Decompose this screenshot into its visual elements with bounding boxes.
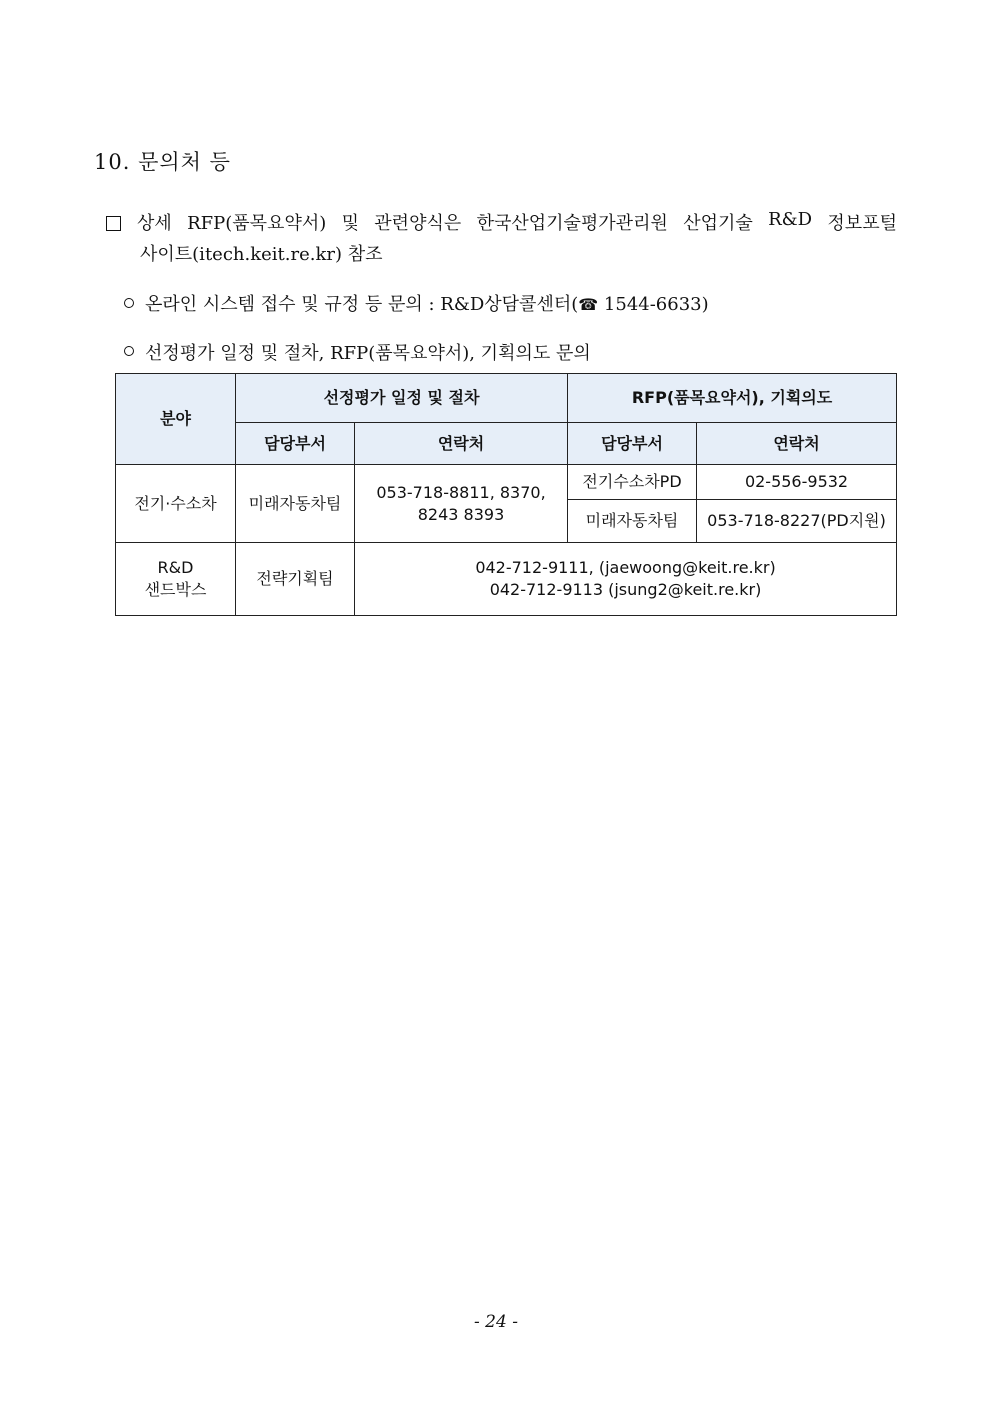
dept-cell: 전략기획팀	[236, 543, 355, 616]
header-dept: 담당부서	[236, 423, 355, 465]
inquiry-item-evaluation: 선정평가 일정 및 절차, RFP(품목요약서), 기획의도 문의	[145, 343, 591, 364]
page-number: - 24 -	[474, 1312, 518, 1332]
header-evaluation-group: 선정평가 일정 및 절차	[236, 374, 568, 423]
contact-table	[115, 373, 897, 616]
field-line: 샌드박스	[144, 580, 207, 599]
intro-line-2: 사이트(itech.keit.re.kr) 참조	[140, 244, 383, 265]
table-row	[116, 543, 897, 616]
intro-word: R&D	[768, 209, 813, 230]
table-header-row	[116, 374, 897, 423]
contact-cell	[355, 543, 897, 616]
circle-bullet-icon	[124, 346, 134, 356]
header-dept: 담당부서	[568, 423, 697, 465]
intro-word: 정보포털	[827, 213, 897, 234]
header-contact: 연락처	[697, 423, 897, 465]
rfp-dept-cell: 전기수소차PD	[568, 465, 697, 500]
checkbox-bullet-icon	[106, 216, 121, 231]
intro-word: 한국산업기술평가관리원	[476, 213, 668, 234]
intro-word: 상세	[137, 213, 172, 234]
intro-word: 관련양식은	[374, 213, 462, 234]
contact-cell	[355, 465, 568, 543]
contact-line: 053-718-8811, 8370,	[376, 482, 546, 502]
contact-line: 042-712-9111, (jaewoong@keit.re.kr)	[475, 558, 776, 577]
intro-line-1	[137, 209, 897, 235]
inquiry-item-text: 온라인 시스템 접수 및 규정 등 문의 : R&D상담콜센터(	[145, 294, 579, 315]
intro-word: 산업기술	[683, 213, 753, 234]
rfp-dept-cell: 미래자동차팀	[568, 500, 697, 543]
field-cell: 전기·수소차	[116, 465, 236, 543]
dept-cell: 미래자동차팀	[236, 465, 355, 543]
rfp-contact-cell: 053-718-8227(PD지원)	[697, 500, 897, 543]
header-field: 분야	[116, 374, 236, 465]
field-cell	[116, 543, 236, 616]
phone-number: 1544-6633)	[598, 294, 709, 315]
contact-line: 8243 8393	[417, 504, 505, 524]
phone-icon: ☎	[578, 295, 599, 314]
intro-word: 및	[341, 213, 359, 234]
circle-bullet-icon	[124, 298, 134, 308]
rfp-contact-cell: 02-556-9532	[697, 465, 897, 500]
table-row	[116, 465, 897, 500]
contact-line: 042-712-9113 (jsung2@keit.re.kr)	[489, 580, 762, 599]
section-title: 10. 문의처 등	[94, 150, 231, 174]
inquiry-item-online	[145, 290, 709, 316]
field-line: R&D	[157, 558, 194, 577]
header-rfp-group: RFP(품목요약서), 기획의도	[568, 374, 897, 423]
header-contact: 연락처	[355, 423, 568, 465]
intro-word: RFP(품목요약서)	[187, 213, 327, 234]
